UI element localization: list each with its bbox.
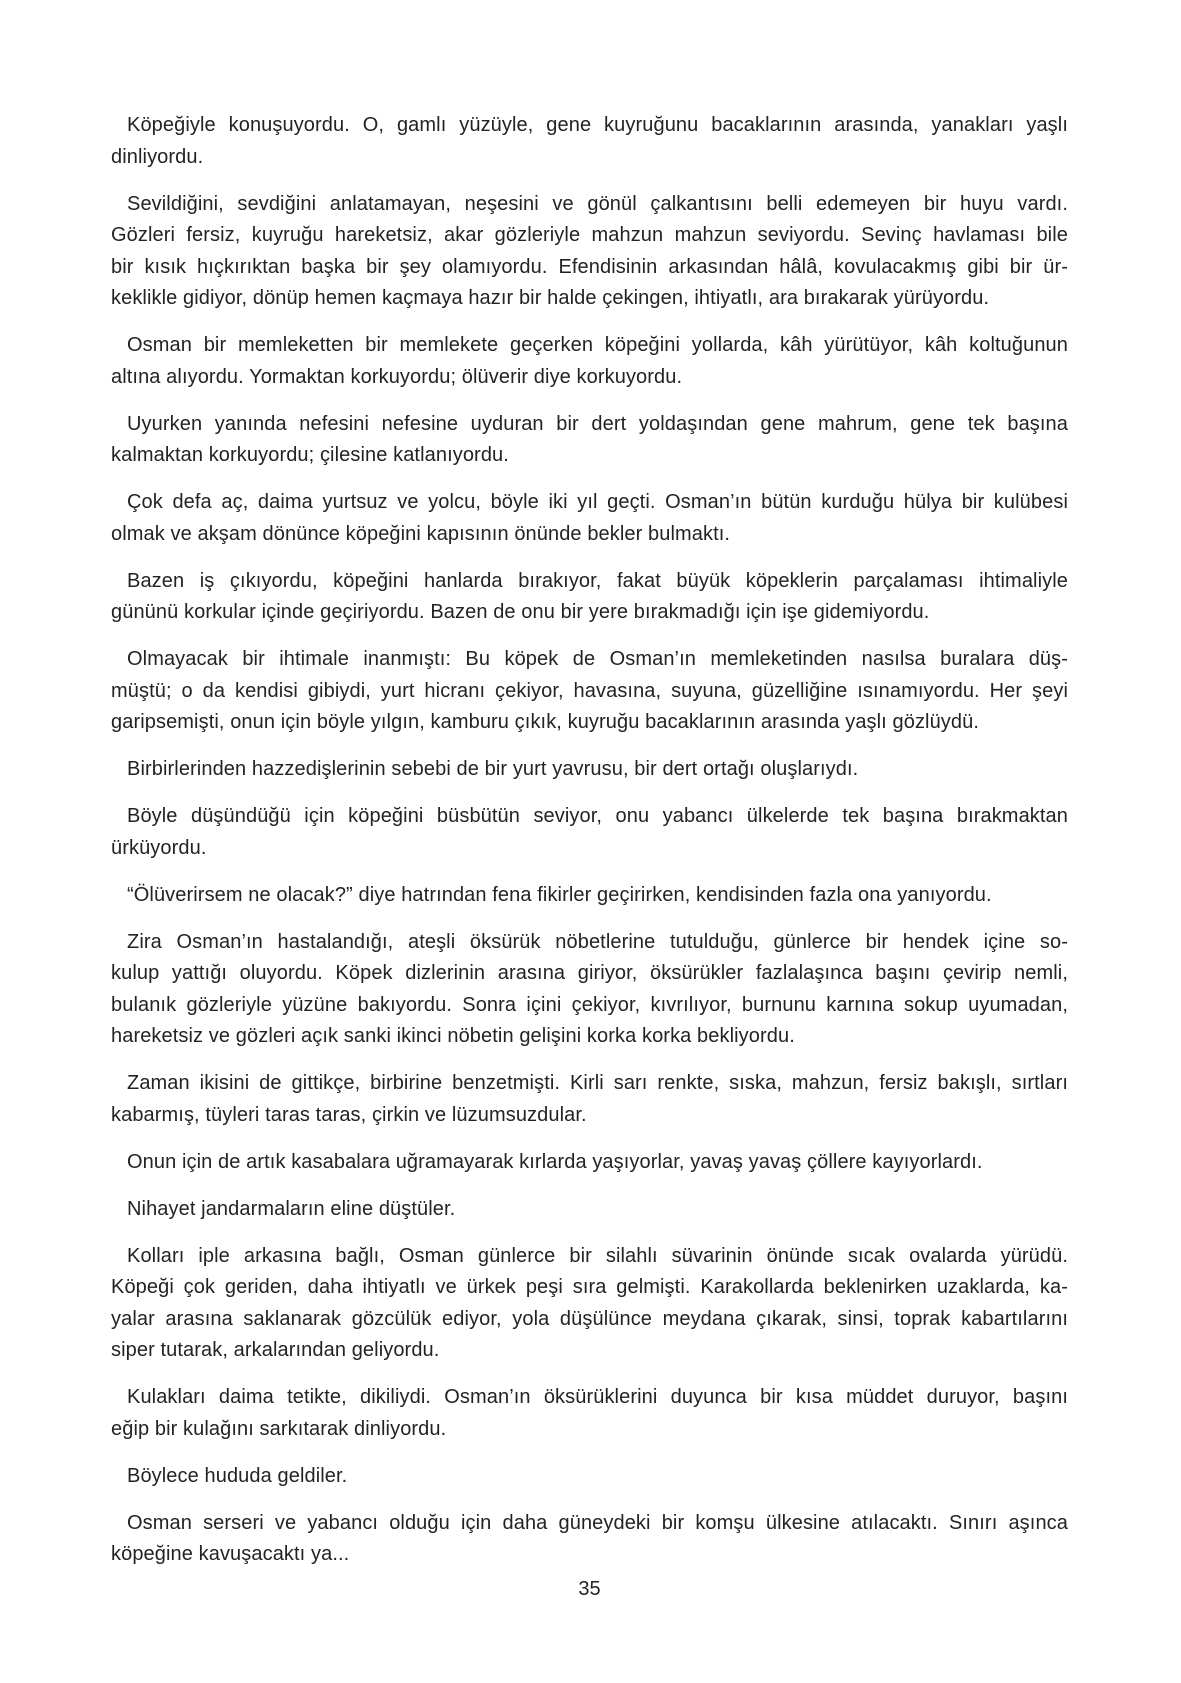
text-line: garipsemişti, onun için böyle yılgın, kamburu çıkık, kuyruğu bacaklarının arasında yaşlı gözlüydü.: [111, 711, 980, 733]
text-line: kulup yattığı oluyordu. Köpek dizlerinin arasına giriyor, öksürükler fazlalaşınca başını çevirip nemli,: [111, 962, 1068, 984]
paragraph: [111, 487, 1068, 550]
text-line: Böylece hududa geldiler.: [127, 1464, 348, 1487]
page-footer: [111, 1578, 1068, 1601]
text-line: Osman serseri ve yabancı olduğu için daha güneydeki bir komşu ülkesine atılacaktı. Sınırı aşınca: [127, 1511, 1068, 1534]
text-line: eğip bir kulağını sarkıtarak dinliyordu.: [111, 1417, 447, 1440]
text-line: “Ölüverirsem ne olacak?” diye hatrından fena fikirler geçirirken, kendisinden fazla ona yanıyordu.: [127, 883, 992, 906]
text-line: altına alıyordu. Yormaktan korkuyordu; ölüverir diye korkuyordu.: [111, 365, 683, 388]
text-line: müştü; o da kendisi gibiydi, yurt hicranı çekiyor, havasına, suyuna, güzelliğine ısınamıyordu. Her şeyi: [111, 679, 1068, 702]
text-line: kalmaktan korkuyordu; çilesine katlanıyordu.: [111, 444, 509, 466]
text-line: Kulakları daima tetikte, dikiliydi. Osman’ın öksürüklerini duyunca bir kısa müddet duruyor, başını: [127, 1386, 1068, 1408]
text-line: olmak ve akşam dönünce köpeğini kapısının önünde bekler bulmaktı.: [111, 522, 731, 545]
text-line: Kolları iple arkasına bağlı, Osman günlerce bir silahlı süvarinin önünde sıcak ovalarda yürüdü.: [127, 1244, 1068, 1267]
text-line: Gözleri fersiz, kuyruğu hareketsiz, akar gözleriyle mahzun mahzun seviyordu. Sevinç havlaması bile: [111, 224, 1068, 246]
text-line: bir kısık hıçkırıktan başka bir şey olamıyordu. Efendisinin arkasından hâlâ, kovulacakmış gibi bir ür-: [111, 255, 1068, 278]
text-line: Sevildiğini, sevdiğini anlatamayan, neşesini ve gönül çalkantısını belli edemeyen bir huyu vardı.: [127, 192, 1068, 215]
text-line: gününü korkular içinde geçiriyordu. Bazen de onu bir yere bırakmadığı için işe gidemiyordu.: [111, 601, 930, 623]
paragraph: [111, 801, 1068, 864]
text-line: Köpeği çok geriden, daha ihtiyatlı ve ürkek peşi sıra gelmişti. Karakollarda beklenirken uzaklarda, ka-: [111, 1276, 1068, 1298]
text-line: Osman bir memleketten bir memlekete geçerken köpeğini yollarda, kâh yürütüyor, kâh koltuğunun: [127, 334, 1068, 356]
paragraph: [111, 1508, 1068, 1571]
text-block: [111, 110, 1068, 1586]
text-line: Onun için de artık kasabalara uğramayarak kırlarda yaşıyorlar, yavaş yavaş çöllere kayıyorlardı.: [127, 1150, 983, 1173]
text-line: Zira Osman’ın hastalandığı, ateşli öksürük nöbetlerine tutulduğu, günlerce bir hendek içine so-: [127, 930, 1068, 953]
text-line: siper tutarak, arkalarından geliyordu.: [111, 1339, 440, 1361]
paragraph: [111, 189, 1068, 315]
paragraph: [111, 1241, 1068, 1367]
text-line: hareketsiz ve gözleri açık sanki ikinci nöbetin gelişini korka korka bekliyordu.: [111, 1025, 795, 1047]
paragraph: [111, 1068, 1068, 1131]
text-line: köpeğine kavuşacaktı ya...: [111, 1543, 350, 1565]
text-line: ürküyordu.: [111, 836, 207, 859]
text-line: dinliyordu.: [111, 145, 204, 168]
paragraph: [111, 880, 1068, 912]
text-line: Bazen iş çıkıyordu, köpeğini hanlarda bırakıyor, fakat büyük köpeklerin parçalaması ihtimaliyle: [127, 569, 1068, 592]
text-line: yalar arasına saklanarak gözcülük ediyor, yola düşülünce meydana çıkarak, sinsi, toprak kabartılarını: [111, 1307, 1068, 1330]
paragraph: [111, 927, 1068, 1053]
text-line: Olmayacak bir ihtimale inanmıştı: Bu köpek de Osman’ın memleketinden nasılsa buralara düş-: [127, 648, 1068, 670]
paragraph: [111, 1147, 1068, 1179]
paragraph: [111, 1382, 1068, 1445]
page-number: 35: [578, 1578, 601, 1600]
paragraph: [111, 1461, 1068, 1493]
text-line: kabarmış, tüyleri taras taras, çirkin ve lüzumsuzdular.: [111, 1103, 587, 1126]
text-line: bulanık gözleriyle yüzüne bakıyordu. Sonra içini çekiyor, kıvrılıyor, burnunu karnına sokup uyumadan,: [111, 993, 1068, 1016]
paragraph: [111, 1194, 1068, 1226]
text-line: Köpeğiyle konuşuyordu. O, gamlı yüzüyle, gene kuyruğunu bacaklarının arasında, yanakları yaşlı: [127, 114, 1068, 136]
paragraph: [111, 644, 1068, 739]
paragraph: [111, 110, 1068, 173]
text-line: Nihayet jandarmaların eline düştüler.: [127, 1197, 456, 1220]
paragraph: [111, 754, 1068, 786]
text-line: Çok defa aç, daima yurtsuz ve yolcu, böyle iki yıl geçti. Osman’ın bütün kurduğu hülya bir kulübesi: [127, 491, 1068, 513]
text-line: Böyle düşündüğü için köpeğini büsbütün seviyor, onu yabancı ülkelerde tek başına bırakmaktan: [127, 805, 1068, 827]
paragraph: [111, 409, 1068, 472]
text-line: Birbirlerinden hazzedişlerinin sebebi de bir yurt yavrusu, bir dert ortağı oluşlarıydı.: [127, 758, 859, 780]
text-line: Zaman ikisini de gittikçe, birbirine benzetmişti. Kirli sarı renkte, sıska, mahzun, fersiz bakışlı, sırtları: [127, 1072, 1068, 1094]
paragraph: [111, 330, 1068, 393]
paragraph: [111, 566, 1068, 629]
text-line: keklikle gidiyor, dönüp hemen kaçmaya hazır bir halde çekingen, ihtiyatlı, ara bırakarak yürüyordu.: [111, 287, 990, 309]
text-line: Uyurken yanında nefesini nefesine uyduran bir dert yoldaşından gene mahrum, gene tek başına: [127, 412, 1068, 435]
